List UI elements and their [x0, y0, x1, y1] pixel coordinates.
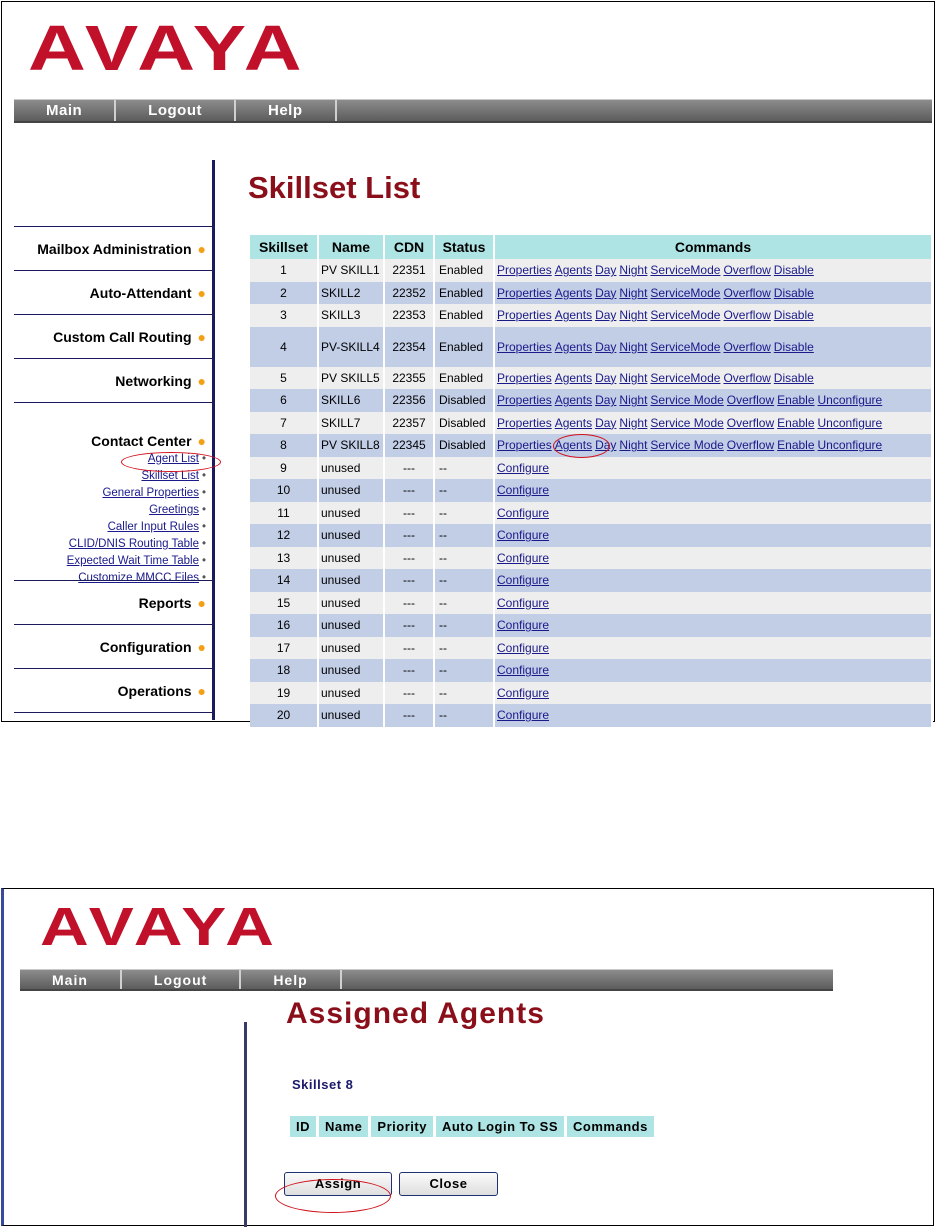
sidebar-item-reports[interactable] [14, 580, 212, 624]
skillset-table [250, 235, 933, 727]
table-row [250, 457, 932, 480]
orange-dot-icon: ● [197, 433, 206, 449]
skillset-number: 2 [250, 282, 318, 305]
skillset-status: Enabled [434, 282, 494, 305]
commands-cell [494, 389, 932, 412]
command-link-disable[interactable]: Disable [773, 285, 814, 300]
orange-dot-icon: ● [197, 328, 206, 345]
command-link-overflow[interactable]: Overflow [726, 393, 775, 408]
sidebar-divider [244, 1022, 247, 1227]
sidebar-item-label: Operations [117, 682, 192, 699]
command-link-properties[interactable]: Properties [497, 285, 552, 300]
skillset-number: 4 [250, 327, 318, 367]
table-row [250, 569, 932, 592]
nav-main[interactable]: Main [20, 970, 122, 989]
highlight-circle [553, 434, 610, 458]
skillset-name: PV SKILL5 [318, 367, 384, 390]
skillset-status: -- [434, 547, 494, 570]
column-header: Status [434, 235, 494, 259]
table-row [250, 389, 932, 412]
command-link-night[interactable]: Night [619, 438, 648, 453]
sidebar-item-label: Mailbox Administration [37, 240, 192, 257]
orange-dot-icon: ● [197, 240, 206, 257]
commands-cell [494, 704, 932, 727]
column-header: Commands [566, 1116, 656, 1137]
skillset-status: -- [434, 592, 494, 615]
skillset-number: 14 [250, 569, 318, 592]
skillset-status: -- [434, 704, 494, 727]
skillset-status: Enabled [434, 304, 494, 327]
table-row [250, 327, 932, 367]
command-link-day[interactable]: Day [595, 438, 617, 453]
command-link-day[interactable]: Day [595, 393, 617, 408]
command-link-night[interactable]: Night [619, 415, 648, 430]
agents-table [290, 1116, 657, 1137]
column-header: Commands [494, 235, 932, 259]
sidebar-item-operations[interactable] [14, 668, 212, 713]
command-link-agents[interactable]: Agents [554, 415, 593, 430]
submenu-skillset-list[interactable]: Skillset List [141, 470, 199, 482]
command-link-enable[interactable]: Enable [777, 438, 815, 453]
command-link-overflow[interactable]: Overflow [723, 263, 771, 278]
submenu-expected-wait-time-table[interactable]: Expected Wait Time Table [66, 555, 199, 567]
skillset-number: 8 [250, 434, 318, 457]
commands-cell [494, 682, 932, 705]
command-link-configure[interactable]: Configure [497, 685, 550, 700]
command-link-agents[interactable]: Agents [554, 370, 593, 385]
commands-cell [494, 367, 932, 390]
sidebar-item-auto-attendant[interactable] [14, 270, 212, 314]
commands-cell [494, 659, 932, 682]
skillset-name: PV SKILL1 [318, 259, 384, 282]
column-header: Auto Login To SS [434, 1116, 565, 1137]
command-link-enable[interactable]: Enable [777, 393, 815, 408]
submenu-agent-list[interactable]: Agent List [147, 453, 199, 465]
column-header: Name [318, 1116, 370, 1137]
sidebar-item-custom-call-routing[interactable] [14, 314, 212, 358]
skillset-name: unused [318, 502, 384, 525]
sidebar-item-label: Networking [115, 372, 192, 389]
command-link-service-mode[interactable]: Service Mode [650, 438, 724, 453]
commands-cell [494, 412, 932, 435]
skillset-name: unused [318, 479, 384, 502]
command-link-overflow[interactable]: Overflow [723, 308, 771, 323]
sidebar-item-label: Configuration [99, 638, 192, 655]
command-link-disable[interactable]: Disable [773, 370, 814, 385]
skillset-status: Disabled [434, 434, 494, 457]
commands-cell [494, 569, 932, 592]
command-link-configure[interactable]: Configure [497, 640, 550, 655]
table-row [250, 659, 932, 682]
command-link-overflow[interactable]: Overflow [723, 370, 771, 385]
assigned-agents-screen [1, 888, 934, 1226]
skillset-name: unused [318, 592, 384, 615]
skillset-name: unused [318, 547, 384, 570]
skillset-name: unused [318, 682, 384, 705]
skillset-cdn: --- [384, 682, 434, 705]
command-link-night[interactable]: Night [619, 393, 648, 408]
sidebar-item-networking[interactable] [14, 358, 212, 402]
skillset-cdn: 22357 [384, 412, 434, 435]
skillset-name: SKILL7 [318, 412, 384, 435]
skillset-name: unused [318, 659, 384, 682]
skillset-cdn: --- [384, 457, 434, 480]
skillset-name: unused [318, 704, 384, 727]
command-link-day[interactable]: Day [595, 370, 617, 385]
command-link-unconfigure[interactable]: Unconfigure [817, 393, 883, 408]
sidebar-item-mailbox-administration[interactable] [14, 226, 212, 270]
command-link-servicemode[interactable]: ServiceMode [650, 308, 721, 323]
orange-dot-icon: ● [197, 638, 206, 655]
skillset-name: unused [318, 637, 384, 660]
skillset-number: 17 [250, 637, 318, 660]
command-link-day[interactable]: Day [595, 308, 617, 323]
skillset-name: SKILL6 [318, 389, 384, 412]
skillset-name: unused [318, 569, 384, 592]
skillset-name: PV SKILL8 [318, 434, 384, 457]
command-link-properties[interactable]: Properties [497, 393, 552, 408]
orange-dot-icon: ● [197, 682, 206, 699]
column-header: Name [318, 235, 384, 259]
command-link-configure[interactable]: Configure [497, 528, 550, 543]
skillset-status: -- [434, 457, 494, 480]
sidebar-item-label: Reports [138, 594, 192, 611]
command-link-agents[interactable]: Agents [554, 438, 593, 453]
skillset-status: -- [434, 524, 494, 547]
command-link-overflow[interactable]: Overflow [723, 339, 771, 354]
skillset-number: 3 [250, 304, 318, 327]
skillset-cdn: 22356 [384, 389, 434, 412]
sidebar-item-configuration[interactable] [14, 624, 212, 668]
command-link-servicemode[interactable]: ServiceMode [650, 263, 721, 278]
command-link-day[interactable]: Day [595, 285, 617, 300]
column-header: Skillset [250, 235, 318, 259]
command-link-disable[interactable]: Disable [773, 263, 814, 278]
close-button[interactable]: Close [399, 1172, 498, 1196]
contact-center-submenu: Agent List • Skillset List • General Properties • Greetings • Caller Input Rules • CLID/DNIS Routing Table • Expected Wait Time Table • Customize MMCC Files • [66, 453, 206, 584]
skillset-status: -- [434, 682, 494, 705]
avaya-logo: AVAYA [28, 12, 307, 84]
command-link-night[interactable]: Night [619, 263, 648, 278]
command-link-day[interactable]: Day [595, 415, 617, 430]
table-row [250, 304, 932, 327]
command-link-service-mode[interactable]: Service Mode [650, 415, 724, 430]
command-link-properties[interactable]: Properties [497, 263, 552, 278]
commands-cell [494, 327, 932, 367]
command-link-configure[interactable]: Configure [497, 618, 550, 633]
command-link-service-mode[interactable]: Service Mode [650, 393, 724, 408]
command-link-servicemode[interactable]: ServiceMode [650, 339, 721, 354]
page-title: Skillset List [248, 170, 421, 205]
commands-cell [494, 457, 932, 480]
table-row [250, 592, 932, 615]
skillset-status: -- [434, 502, 494, 525]
skillset-number: 6 [250, 389, 318, 412]
submenu-greetings[interactable]: Greetings [149, 504, 199, 516]
skillset-number: 11 [250, 502, 318, 525]
commands-cell [494, 614, 932, 637]
table-row [250, 524, 932, 547]
skillset-name: unused [318, 614, 384, 637]
skillset-cdn: 22351 [384, 259, 434, 282]
skillset-number: 13 [250, 547, 318, 570]
skillset-cdn: --- [384, 637, 434, 660]
skillset-cdn: --- [384, 502, 434, 525]
commands-cell [494, 592, 932, 615]
highlight-circle [121, 452, 221, 472]
skillset-number: 9 [250, 457, 318, 480]
skillset-number: 19 [250, 682, 318, 705]
nav-help[interactable]: Help [236, 100, 337, 121]
submenu-general-properties[interactable]: General Properties [102, 487, 199, 499]
nav-main[interactable]: Main [14, 100, 116, 121]
table-row [250, 259, 932, 282]
commands-cell [494, 524, 932, 547]
commands-cell [494, 547, 932, 570]
skillset-status: Disabled [434, 412, 494, 435]
command-link-configure[interactable]: Configure [497, 708, 550, 723]
top-nav [14, 99, 932, 123]
commands-cell [494, 479, 932, 502]
skillset-number: 15 [250, 592, 318, 615]
skillset-label: Skillset 8 [292, 1077, 354, 1092]
column-header: Priority [370, 1116, 435, 1137]
command-link-properties[interactable]: Properties [497, 370, 552, 385]
command-link-day[interactable]: Day [595, 339, 617, 354]
skillset-cdn: 22354 [384, 327, 434, 367]
command-link-overflow[interactable]: Overflow [726, 415, 775, 430]
command-link-configure[interactable]: Configure [497, 550, 550, 565]
submenu-clid-dnis-routing-table[interactable]: CLID/DNIS Routing Table [68, 538, 199, 550]
page-title: Assigned Agents [286, 997, 545, 1030]
submenu-caller-input-rules[interactable]: Caller Input Rules [107, 521, 199, 533]
command-link-overflow[interactable]: Overflow [726, 438, 775, 453]
command-link-agents[interactable]: Agents [554, 285, 593, 300]
command-link-unconfigure[interactable]: Unconfigure [817, 415, 883, 430]
command-link-enable[interactable]: Enable [777, 415, 815, 430]
skillset-number: 7 [250, 412, 318, 435]
skillset-cdn: 22345 [384, 434, 434, 457]
skillset-cdn: 22355 [384, 367, 434, 390]
sidebar-item-label: Auto-Attendant [89, 284, 192, 301]
orange-dot-icon: ● [197, 594, 206, 611]
sidebar-item-label: Contact Center [91, 433, 192, 449]
table-row [250, 502, 932, 525]
command-link-agents[interactable]: Agents [554, 339, 593, 354]
submenu-customize-mmcc-files[interactable]: Customize MMCC Files [78, 572, 199, 584]
nav-logout[interactable]: Logout [122, 970, 241, 989]
skillset-cdn: 22352 [384, 282, 434, 305]
skillset-number: 20 [250, 704, 318, 727]
command-link-configure[interactable]: Configure [497, 460, 550, 475]
command-link-configure[interactable]: Configure [497, 595, 550, 610]
orange-dot-icon: ● [197, 284, 206, 301]
commands-cell [494, 637, 932, 660]
command-link-agents[interactable]: Agents [554, 308, 593, 323]
skillset-status: -- [434, 659, 494, 682]
table-row [250, 367, 932, 390]
orange-dot-icon: ● [197, 372, 206, 389]
table-row [250, 704, 932, 727]
skillset-status: Enabled [434, 327, 494, 367]
command-link-servicemode[interactable]: ServiceMode [650, 285, 721, 300]
command-link-unconfigure[interactable]: Unconfigure [817, 438, 883, 453]
commands-cell [494, 502, 932, 525]
command-link-servicemode[interactable]: ServiceMode [650, 370, 721, 385]
assign-button[interactable]: Assign [284, 1172, 392, 1196]
commands-cell [494, 304, 932, 327]
skillset-cdn: --- [384, 569, 434, 592]
command-link-configure[interactable]: Configure [497, 505, 550, 520]
command-link-configure[interactable]: Configure [497, 573, 550, 588]
skillset-status: Enabled [434, 367, 494, 390]
skillset-status: Enabled [434, 259, 494, 282]
skillset-name: SKILL2 [318, 282, 384, 305]
skillset-cdn: --- [384, 704, 434, 727]
skillset-status: -- [434, 569, 494, 592]
table-row [250, 412, 932, 435]
command-link-configure[interactable]: Configure [497, 663, 550, 678]
table-row [250, 614, 932, 637]
command-link-day[interactable]: Day [595, 263, 617, 278]
skillset-cdn: --- [384, 659, 434, 682]
skillset-name: unused [318, 524, 384, 547]
skillset-status: -- [434, 479, 494, 502]
command-link-night[interactable]: Night [619, 308, 648, 323]
command-link-properties[interactable]: Properties [497, 339, 552, 354]
commands-cell [494, 282, 932, 305]
skillset-number: 16 [250, 614, 318, 637]
command-link-disable[interactable]: Disable [773, 308, 814, 323]
table-row [250, 282, 932, 305]
column-header: CDN [384, 235, 434, 259]
commands-cell [494, 259, 932, 282]
command-link-properties[interactable]: Properties [497, 415, 552, 430]
skillset-cdn: --- [384, 592, 434, 615]
skillset-status: -- [434, 637, 494, 660]
table-row [250, 682, 932, 705]
command-link-night[interactable]: Night [619, 370, 648, 385]
skillset-cdn: --- [384, 614, 434, 637]
command-link-properties[interactable]: Properties [497, 438, 552, 453]
top-nav [20, 969, 833, 991]
skillset-number: 12 [250, 524, 318, 547]
skillset-cdn: --- [384, 547, 434, 570]
command-link-disable[interactable]: Disable [773, 339, 814, 354]
sidebar-item-label: Custom Call Routing [53, 328, 192, 345]
skillset-name: unused [318, 457, 384, 480]
sidebar-item-contact-center[interactable] [14, 402, 212, 584]
highlight-circle [275, 1179, 391, 1213]
column-header: ID [290, 1116, 318, 1137]
skillset-cdn: --- [384, 524, 434, 547]
skillset-number: 18 [250, 659, 318, 682]
command-link-overflow[interactable]: Overflow [723, 285, 771, 300]
table-row [250, 547, 932, 570]
nav-help[interactable]: Help [241, 970, 341, 989]
skillset-number: 1 [250, 259, 318, 282]
skillset-status: -- [434, 614, 494, 637]
skillset-status: Disabled [434, 389, 494, 412]
skillset-cdn: 22353 [384, 304, 434, 327]
skillset-cdn: --- [384, 479, 434, 502]
command-link-agents[interactable]: Agents [554, 263, 593, 278]
nav-logout[interactable]: Logout [116, 100, 236, 121]
command-link-configure[interactable]: Configure [497, 483, 550, 498]
command-link-properties[interactable]: Properties [497, 308, 552, 323]
avaya-logo: AVAYA [40, 897, 279, 957]
skillset-name: SKILL3 [318, 304, 384, 327]
table-row [250, 479, 932, 502]
command-link-night[interactable]: Night [619, 285, 648, 300]
command-link-agents[interactable]: Agents [554, 393, 593, 408]
skillset-number: 5 [250, 367, 318, 390]
table-row [250, 637, 932, 660]
sidebar [14, 160, 215, 720]
skillset-name: PV-SKILL4 [318, 327, 384, 367]
command-link-night[interactable]: Night [619, 339, 648, 354]
skillset-number: 10 [250, 479, 318, 502]
skillset-list-screen [1, 1, 935, 722]
